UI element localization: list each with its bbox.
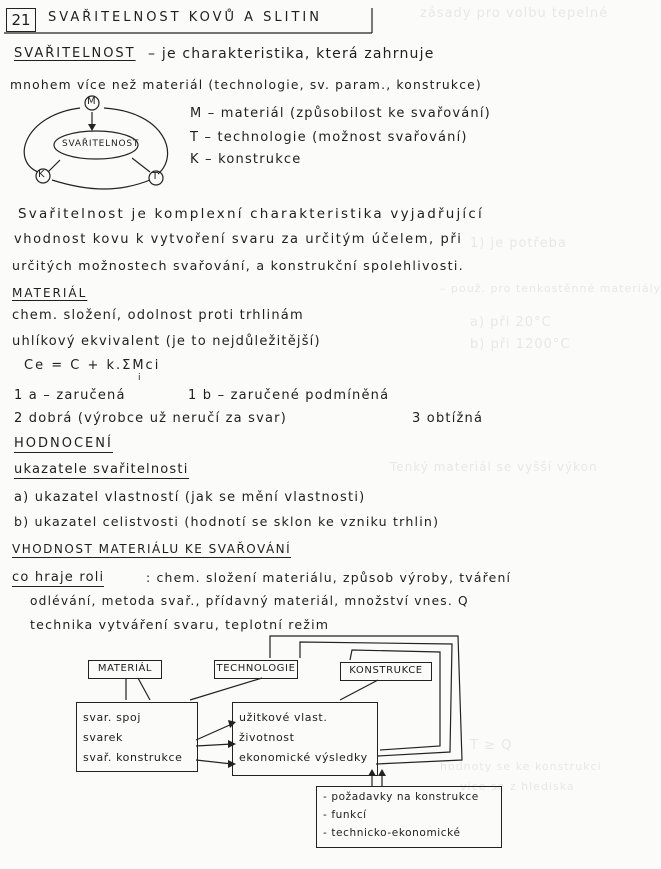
box-technologie: TECHNOLOGIE (214, 660, 298, 679)
ghost-text-6: Tenký materiál se vyšší výkon (390, 460, 598, 474)
box-pozadavky (316, 786, 502, 848)
box-svarove-celky (76, 702, 198, 772)
ghost-text-7: T ≥ Q (470, 738, 513, 753)
vhodnost-line3: technika vytváření svaru, teplotní režim (30, 617, 330, 632)
definition-2-line1: Svařitelnost je komplexní charakteristika vyjadřující (18, 206, 484, 222)
vhodnost-line1: : chem. složení materiálu, způsob výroby, tváření (146, 570, 512, 585)
vysledek-uzitkove: užitkové vlast. (239, 711, 328, 724)
heading-hodnoceni: HODNOCENÍ (14, 436, 113, 451)
legend-technologie: T – technologie (možnost svařování) (190, 130, 468, 145)
heading-vhodnost: VHODNOST MATERIÁLU KE SVAŘOVÁNÍ (12, 542, 292, 556)
box-material: MATERIÁL (88, 660, 162, 679)
ghost-text-2: 1) je potřeba (470, 236, 567, 251)
material-line1: chem. složení, odolnost proti trhlinám (12, 308, 304, 323)
ghost-text-4: a) při 20°C (470, 315, 552, 330)
pozadavek-funkci: - funkcí (323, 809, 367, 821)
legend-konstrukce: K – konstrukce (190, 152, 302, 167)
ukazatel-a: a) ukazatel vlastností (jak se mění vlastnosti) (14, 490, 366, 505)
topic-number: 21 (6, 8, 36, 32)
material-line2: uhlíkový ekvivalent (je to nejdůležitější) (12, 334, 321, 349)
node-t: T (152, 171, 159, 182)
page-title: SVAŘITELNOST KOVŮ A SLITIN (48, 10, 322, 25)
ukazatel-b: b) ukazatel celistvosti (hodnotí se sklon ke vzniku trhlin) (14, 514, 440, 529)
box-konstrukce: KONSTRUKCE (340, 662, 432, 681)
definition-1-line1: – je charakteristika, která zahrnuje (148, 46, 435, 62)
rating-1b: 1 b – zaručené podmíněná (188, 388, 390, 403)
subheading-ukazatele: ukazatele svařitelnosti (14, 462, 189, 477)
rating-3: 3 obtížná (412, 411, 484, 426)
celek-svar-spoj: svar. spoj (83, 711, 141, 724)
vysledek-zivotnost: životnost (239, 731, 295, 744)
vysledek-ekonomicke: ekonomické výsledky (239, 751, 368, 764)
formula-index: i (138, 373, 141, 383)
box-vysledky (232, 702, 378, 776)
ghost-text-1: zásady pro volbu tepelné (420, 6, 609, 21)
term-svaritelnost: SVAŘITELNOST (14, 46, 136, 61)
node-k: K (38, 169, 45, 180)
ghost-text-9: více se z hlediska (460, 780, 575, 793)
ghost-text-8: hodnoty se ke konstrukci (440, 760, 602, 773)
celek-svarek: svarek (83, 731, 123, 744)
rating-2: 2 dobrá (výrobce už neručí za svar) (14, 411, 287, 426)
ghost-text-3: – použ. pro tenkostěnné materiály (440, 282, 661, 295)
pozadavek-ekonomicke: - technicko-ekonomické (323, 827, 461, 839)
label-co-hraje-roli: co hraje roli (12, 570, 105, 585)
node-m: M (87, 96, 96, 107)
pozadavek-konstrukce: - požadavky na konstrukce (323, 791, 479, 803)
cycle-center-label: SVAŘITELNOST (62, 139, 140, 149)
celek-svar-konstrukce: svař. konstrukce (83, 751, 183, 764)
rating-1a: 1 a – zaručená (14, 388, 126, 403)
vhodnost-line2: odlévání, metoda svař., přídavný materiál, množství vnes. Q (30, 594, 469, 608)
carbon-equivalent-formula: Ce = C + k.ΣMci (24, 358, 161, 373)
ghost-text-5: b) při 1200°C (470, 337, 571, 352)
definition-2-line3: určitých možnostech svařování, a konstrukční spolehlivosti. (12, 258, 464, 273)
legend-material: M – materiál (způsobilost ke svařování) (190, 106, 491, 121)
heading-material: MATERIÁL (12, 286, 88, 300)
definition-1-line2: mnohem více než materiál (technologie, sv. param., konstrukce) (10, 78, 482, 92)
definition-2-line2: vhodnost kovu k vytvoření svaru za určitým účelem, při (14, 232, 463, 247)
